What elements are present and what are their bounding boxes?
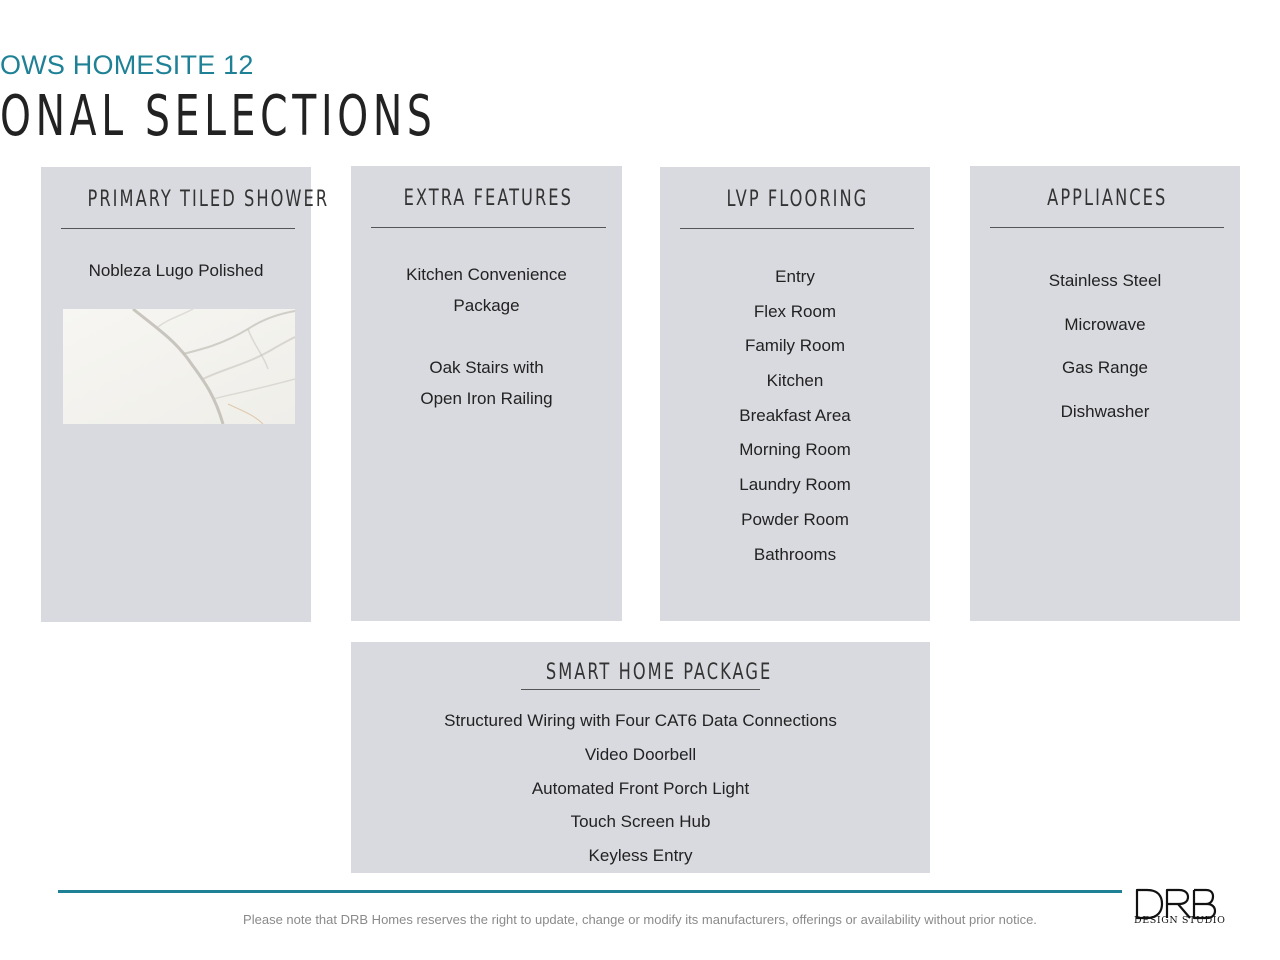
list-item: Morning Room [739,440,851,460]
list-item: Bathrooms [753,544,837,564]
list-item: Open Iron Railing [420,389,553,408]
panel-heading [371,186,606,228]
logo-subtext: DESIGN STUDIO [1134,915,1226,926]
homesite-subtitle: OWS HOMESITE 12 [0,50,254,80]
list-item: Keyless Entry [588,846,693,866]
panel-heading-text: APPLIANCES [1046,186,1168,211]
list-item: Oak Stairs with [429,358,544,377]
page-title: ONAL SELECTIONS [0,84,437,149]
panel-items [970,259,1240,433]
tile-swatch-image [63,309,295,424]
list-item: Automated Front Porch Light [531,778,750,798]
list-item: Breakfast Area [739,405,851,425]
panel-items [351,704,930,873]
panel-lvp-flooring [660,167,930,621]
panel-items [351,259,622,414]
panel-heading [990,186,1224,228]
list-item: Video Doorbell [584,744,697,764]
list-item: Gas Range [1062,358,1148,378]
list-item: Structured Wiring with Four CAT6 Data Connections [444,711,837,730]
panel-primary-tiled-shower [41,167,330,622]
panel-smart-home-package [351,642,930,873]
panel-appliances [970,166,1240,621]
footer-divider [58,890,1122,893]
list-item: Touch Screen Hub [570,812,711,832]
list-item: Flex Room [753,301,837,321]
list-item: Package [453,296,520,315]
list-item: Nobleza Lugo Polished [88,261,264,280]
marble-texture [63,309,295,424]
list-item: Entry [775,267,815,286]
panel-heading-text: PRIMARY TILED SHOWER [87,187,330,212]
list-item: Family Room [744,336,846,356]
list-item: Laundry Room [739,475,851,495]
panel-heading [521,660,773,690]
panel-heading [61,187,330,229]
list-item: Kitchen Convenience [406,265,567,284]
panel-heading-text: LVP FLOORING [726,187,868,212]
panel-items [41,261,311,281]
panel-items [660,260,930,572]
list-item: Stainless Steel [1048,271,1162,290]
panel-heading-text: EXTRA FEATURES [403,186,574,211]
panel-heading-text: SMART HOME PACKAGE [545,660,773,685]
panel-extra-features [351,166,622,621]
list-item: Microwave [1064,314,1146,334]
panel-heading [680,187,914,229]
list-item: Powder Room [741,509,849,529]
spacer [351,321,622,352]
list-item: Dishwasher [1060,401,1150,421]
list-item: Kitchen [766,371,824,391]
footer-disclaimer [0,912,1280,927]
disclaimer-text: Please note that DRB Homes reserves the right to update, change or modify its manufacturers, offerings or availability without prior notice. [243,912,1037,927]
